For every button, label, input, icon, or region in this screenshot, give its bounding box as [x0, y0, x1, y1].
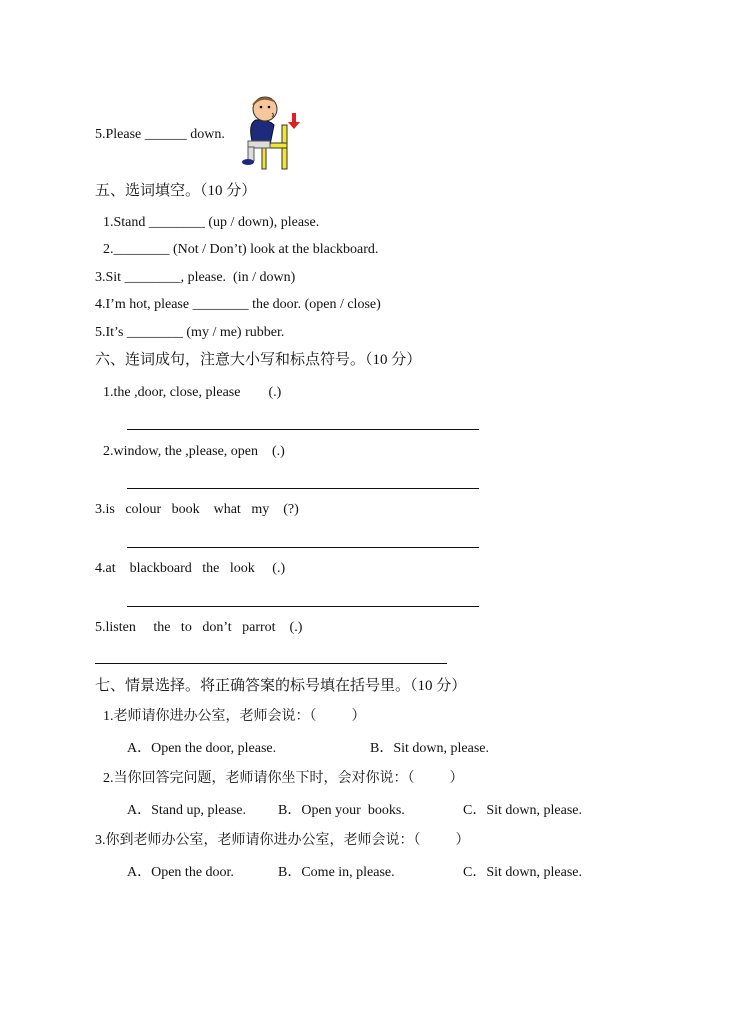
- section-7-heading: 七、情景选择。将正确答案的标号填在括号里。（10 分）: [95, 678, 467, 694]
- answer-line[interactable]: [127, 429, 479, 430]
- option-c[interactable]: C．Sit down, please.: [463, 803, 582, 818]
- answer-line[interactable]: [127, 488, 479, 489]
- section-5-heading: 五、选词填空。（10 分）: [95, 183, 257, 199]
- option-b[interactable]: B．Open your books.: [278, 803, 405, 818]
- section-5-item: 2.________ (Not / Don’t) look at the blackboard.: [103, 242, 379, 257]
- option-c[interactable]: C．Sit down, please.: [463, 865, 582, 880]
- answer-line[interactable]: [127, 547, 479, 548]
- section-6-item: 2.window, the ,please, open (.): [103, 444, 285, 459]
- section-5-item: 1.Stand ________ (up / down), please.: [103, 215, 320, 230]
- option-a[interactable]: A．Open the door, please.: [127, 741, 277, 756]
- section-6-item: 1.the ,door, close, please (.): [103, 385, 282, 400]
- section-6-item: 4.at blackboard the look (.): [95, 561, 286, 576]
- section-7-question: 3.你到老师办公室，老师请你进办公室，老师会说：（ ）: [95, 833, 470, 848]
- option-a[interactable]: A．Open the door.: [127, 865, 234, 880]
- section-6-item: 3.is colour book what my (?): [95, 502, 299, 517]
- section-6-item: 5.listen the to don’t parrot (.): [95, 620, 303, 635]
- option-b[interactable]: B．Sit down, please.: [370, 741, 489, 756]
- section-5-item: 5.It’s ________ (my / me) rubber.: [95, 325, 285, 340]
- section-5-item: 4.I’m hot, please ________ the door. (open / close): [95, 297, 381, 312]
- boy-sitting-on-chair-icon: [240, 95, 306, 171]
- answer-line[interactable]: [127, 606, 479, 607]
- question-5-text: 5.Please ______ down.: [95, 127, 225, 142]
- section-7-question: 2.当你回答完问题，老师请你坐下时，会对你说：（ ）: [103, 771, 464, 786]
- answer-line[interactable]: [95, 663, 447, 664]
- option-a[interactable]: A．Stand up, please.: [127, 803, 246, 818]
- section-7-question: 1.老师请你进办公室，老师会说：（ ）: [103, 709, 366, 724]
- section-6-heading: 六、连词成句，注意大小写和标点符号。（10 分）: [95, 352, 422, 368]
- section-5-item: 3.Sit ________, please. (in / down): [95, 270, 296, 285]
- option-b[interactable]: B．Come in, please.: [278, 865, 395, 880]
